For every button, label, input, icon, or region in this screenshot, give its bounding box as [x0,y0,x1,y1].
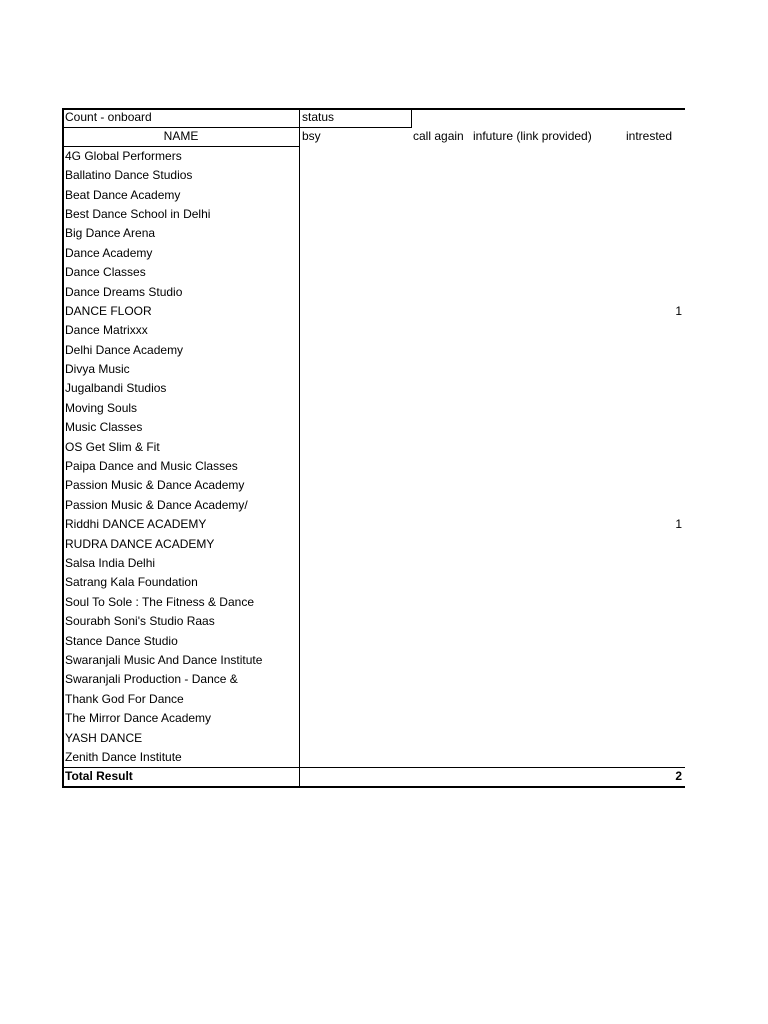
row-name: Beat Dance Academy [65,187,181,202]
row-name: Ballatino Dance Studios [65,168,193,183]
intrested-header: intrested [626,129,673,144]
table-row [62,690,685,709]
total-top-border [62,767,685,768]
status-col-border [411,108,412,128]
row-name: Big Dance Arena [65,226,156,241]
row-name: YASH DANCE [65,730,143,745]
table-row [62,670,685,689]
row-name: Salsa India Delhi [65,555,156,570]
row-name: Music Classes [65,420,143,435]
table-row [62,147,685,166]
row-name: Delhi Dance Academy [65,342,184,357]
bottom-border [62,786,685,788]
call-again-header: call again [413,129,464,144]
row-name: Passion Music & Dance Academy [65,478,245,493]
header-divider-left [62,127,411,128]
table-row [62,399,685,418]
table-row [62,593,685,612]
table-row [62,612,685,631]
status-label: status [302,110,335,124]
top-border [62,108,685,110]
table-row [62,224,685,243]
row-name: Dance Dreams Studio [65,284,183,299]
row-name: Stance Dance Studio [65,633,178,648]
count-label: Count - onboard [65,110,152,124]
row-name: Dance Matrixxx [65,323,148,338]
table-row [62,496,685,515]
row-name: Zenith Dance Institute [65,749,182,764]
row-name: Dance Classes [65,265,146,280]
row-name: Sourabh Soni's Studio Raas [65,614,215,629]
table-row [62,205,685,224]
row-name: OS Get Slim & Fit [65,439,160,454]
row-value: 1 [675,303,682,318]
table-row [62,573,685,592]
table-row [62,379,685,398]
total-row [62,767,685,786]
row-name: Best Dance School in Delhi [65,206,211,221]
row-name: Jugalbandi Studios [65,381,167,396]
row-name: Divya Music [65,362,130,377]
pivot-table [62,108,685,787]
table-row [62,244,685,263]
table-row [62,476,685,495]
table-row [62,321,685,340]
row-name: Dance Academy [65,245,153,260]
table-row [62,729,685,748]
table-row [62,418,685,437]
row-name: Satrang Kala Foundation [65,575,198,590]
name-header: NAME [163,129,199,144]
infuture-header: infuture (link provided) [473,129,592,144]
header-row-1 [62,108,685,127]
header-bottom-border [62,146,300,147]
row-name: DANCE FLOOR [65,303,152,318]
header-row-2 [62,127,685,146]
table-row [62,166,685,185]
total-label: Total Result [65,769,133,784]
table-row [62,632,685,651]
left-border [62,108,64,788]
row-name: RUDRA DANCE ACADEMY [65,536,215,551]
row-value: 1 [675,517,682,532]
row-name: Soul To Sole : The Fitness & Dance [65,594,254,609]
table-row [62,748,685,767]
table-row [62,263,685,282]
table-row [62,438,685,457]
table-row [62,554,685,573]
table-row [62,535,685,554]
table-row [62,360,685,379]
row-name: Swaranjali Music And Dance Institute [65,652,263,667]
table-row [62,283,685,302]
row-name: Paipa Dance and Music Classes [65,459,238,474]
row-name: Thank God For Dance [65,691,184,706]
table-row [62,341,685,360]
table-row [62,709,685,728]
name-col-border [299,108,300,788]
table-row [62,186,685,205]
bsy-header: bsy [302,129,321,144]
row-name: Passion Music & Dance Academy/ [65,497,248,512]
table-row [62,651,685,670]
row-name: Riddhi DANCE ACADEMY [65,517,207,532]
table-row [62,457,685,476]
table-body [62,147,685,768]
row-name: Moving Souls [65,400,138,415]
total-value: 2 [675,769,682,784]
table-row [62,302,685,321]
row-name: The Mirror Dance Academy [65,711,212,726]
row-name: Swaranjali Production - Dance & [65,672,238,687]
row-name: 4G Global Performers [65,148,182,163]
table-row [62,515,685,534]
